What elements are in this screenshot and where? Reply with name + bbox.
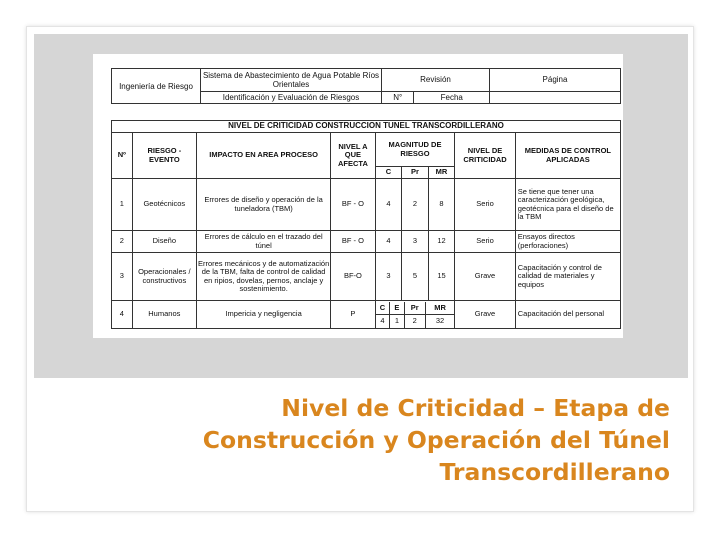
table-row xyxy=(112,301,621,329)
table-title: NIVEL DE CRITICIDAD CONSTRUCCION TUNEL TRANSCORDILLERANO xyxy=(112,121,621,133)
document-header xyxy=(111,68,621,104)
col-risk: RIESGO - EVENTO xyxy=(132,133,196,179)
col-criticality: NIVEL DE CRITICIDAD xyxy=(455,133,515,179)
cell-measures: Se tiene que tener una caracterización geológica, geotécnica para el diseño de la TBM xyxy=(515,179,620,231)
cell-level: BF - O xyxy=(331,179,376,231)
cell-criticality: Grave xyxy=(455,301,515,329)
sub-e-value: 1 xyxy=(390,315,404,328)
sub-mr-label: MR xyxy=(425,302,454,315)
sub-mr-value: 32 xyxy=(435,316,445,325)
cell-c: 4 xyxy=(375,179,401,231)
col-c: C xyxy=(375,167,401,179)
magnitude-subtable xyxy=(376,302,455,328)
cell-c: 4 xyxy=(375,231,401,253)
sub-e-label: E xyxy=(390,302,404,315)
cell-level: P xyxy=(331,301,376,329)
cell-level: BF - O xyxy=(331,231,376,253)
cell-mr: 12 xyxy=(428,231,455,253)
cell-measures: Capacitación del personal xyxy=(515,301,620,329)
cell-criticality: Serio xyxy=(455,231,515,253)
caption-line-3: Transcordillerano xyxy=(439,458,670,486)
cell-no: 3 xyxy=(112,253,133,301)
slide-caption xyxy=(70,392,670,488)
header-page: Página xyxy=(490,69,621,92)
col-no: Nº xyxy=(112,133,133,179)
cell-impact: Errores de cálculo en el trazado del túnel xyxy=(197,231,331,253)
cell-impact: Errores de diseño y operación de la tuneladora (TBM) xyxy=(197,179,331,231)
cell-mr: 8 xyxy=(428,179,455,231)
cell-magnitude-split xyxy=(375,301,455,329)
table-row xyxy=(112,253,621,301)
criticality-table xyxy=(111,120,621,329)
cell-c: 3 xyxy=(375,253,401,301)
sub-pr-value: 2 xyxy=(404,315,425,328)
header-empty xyxy=(490,91,621,103)
cell-pr: 3 xyxy=(402,231,429,253)
cell-no: 1 xyxy=(112,179,133,231)
sub-c-label: C xyxy=(376,302,390,315)
col-impact: IMPACTO EN AREA PROCESO xyxy=(197,133,331,179)
cell-pr: 5 xyxy=(402,253,429,301)
caption-line-1: Nivel de Criticidad – Etapa de xyxy=(281,394,670,422)
col-pr: Pr xyxy=(402,167,429,179)
header-subtitle: Identificación y Evaluación de Riesgos xyxy=(201,91,382,103)
cell-risk: Geotécnicos xyxy=(132,179,196,231)
cell-pr: 2 xyxy=(402,179,429,231)
cell-no: 4 xyxy=(112,301,133,329)
col-mr: MR xyxy=(428,167,455,179)
table-row xyxy=(112,231,621,253)
header-revision: Revisión xyxy=(382,69,490,92)
cell-impact: Errores mecánicos y de automatización de la TBM, falta de control de calidad en ripios, dovelas, pernos, anclaje y sostenimiento. xyxy=(197,253,331,301)
caption-line-2: Construcción y Operación del Túnel xyxy=(202,426,670,454)
cell-criticality: Serio xyxy=(455,179,515,231)
cell-risk: Operacionales / constructivos xyxy=(132,253,196,301)
header-system: Sistema de Abastecimiento de Agua Potable Ríos Orientales xyxy=(201,69,382,92)
cell-impact: Impericia y negligencia xyxy=(197,301,331,329)
header-date: Fecha xyxy=(414,91,490,103)
sub-c-value: 4 xyxy=(376,315,390,328)
col-measures: MEDIDAS DE CONTROL APLICADAS xyxy=(515,133,620,179)
cell-risk: Diseño xyxy=(132,231,196,253)
header-number: N° xyxy=(382,91,414,103)
col-level: NIVEL A QUE AFECTA xyxy=(331,133,376,179)
cell-mr: 15 xyxy=(428,253,455,301)
cell-measures: Capacitación y control de calidad de materiales y equipos xyxy=(515,253,620,301)
table-row xyxy=(112,179,621,231)
cell-measures: Ensayos directos (perforaciones) xyxy=(515,231,620,253)
cell-level: BF-O xyxy=(331,253,376,301)
cell-risk: Humanos xyxy=(132,301,196,329)
cell-no: 2 xyxy=(112,231,133,253)
cell-criticality: Grave xyxy=(455,253,515,301)
risk-document-image xyxy=(93,54,623,338)
header-left: Ingeniería de Riesgo xyxy=(112,69,201,104)
col-magnitude: MAGNITUD DE RIESGO xyxy=(375,133,455,167)
sub-pr-label: Pr xyxy=(404,302,425,315)
